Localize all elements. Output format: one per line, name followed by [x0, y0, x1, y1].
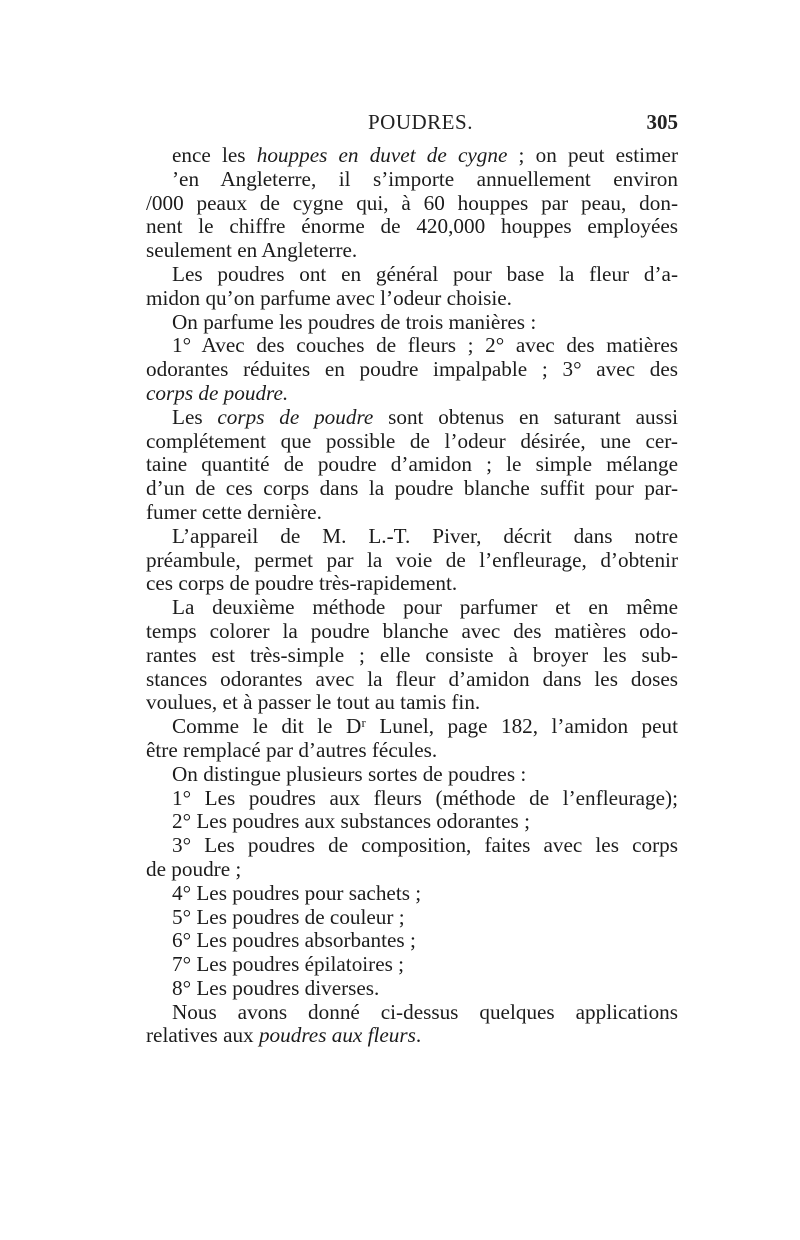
text-segment: 6° Les poudres absorbantes ;: [172, 928, 416, 953]
text-line: [146, 215, 678, 239]
text-line: [146, 620, 678, 644]
text-segment: La deuxième méthode pour parfumer et en même: [172, 595, 678, 620]
italic-text: houppes en duvet de cygne: [256, 143, 508, 167]
text-line: [146, 1024, 678, 1048]
text-segment: odorantes réduites en poudre impalpable ; 3° avec des: [146, 357, 678, 382]
text-line: [146, 858, 678, 882]
text-segment: /000 peaux de cygne qui, à 60 houppes par peau, don-: [146, 190, 678, 215]
text-segment: 8° Les poudres diverses.: [172, 975, 380, 1000]
text-segment: Nous avons donné ci-dessus quelques applications: [172, 999, 678, 1024]
text-line: [146, 644, 678, 668]
text-segment: 7° Les poudres épilatoires ;: [172, 952, 405, 977]
text-segment: 3° Les poudres de composition, faites avec les corps: [172, 833, 678, 858]
text-segment: ence les: [172, 143, 257, 167]
text-segment: 4° Les poudres pour sachets ;: [172, 880, 422, 905]
text-segment: .: [415, 1023, 422, 1048]
text-line: [146, 739, 678, 763]
text-segment: fumer cette dernière.: [146, 499, 322, 524]
text-line: [146, 668, 678, 692]
text-segment: midon qu’on parfume avec l’odeur choisie.: [146, 285, 512, 310]
italic-text: corps de poudre: [217, 404, 374, 429]
text-line: [146, 477, 678, 501]
text-segment: 5° Les poudres de couleur ;: [172, 904, 405, 929]
text-segment: stances odorantes avec la fleur d’amidon dans les doses: [146, 666, 678, 691]
page-number: 305: [646, 110, 678, 134]
text-line: [146, 596, 678, 620]
text-segment: On parfume les poudres de trois manières :: [172, 309, 537, 334]
text-line: [146, 525, 678, 549]
text-segment: relatives aux: [146, 1023, 259, 1048]
text-line: [146, 334, 678, 358]
text-segment: nent le chiffre énorme de 420,000 houppes employées: [146, 214, 678, 239]
text-segment: Les: [172, 404, 218, 429]
text-line: [146, 929, 678, 953]
text-line: [146, 239, 678, 263]
text-line: [146, 906, 678, 930]
text-line: [146, 287, 678, 311]
body-text: [146, 144, 678, 1048]
text-line: [146, 810, 678, 834]
text-segment: voulues, et à passer le tout au tamis fin.: [146, 690, 481, 715]
text-segment: complétement que possible de l’odeur désirée, une cer-: [146, 428, 678, 453]
text-line: [146, 834, 678, 858]
text-segment: Comme le dit le Dʳ Lunel, page 182, l’amidon peut: [172, 714, 678, 739]
text-segment: 1° Avec des couches de fleurs ; 2° avec des matières: [172, 333, 678, 358]
text-line: [146, 192, 678, 216]
text-segment: de poudre ;: [146, 856, 242, 881]
text-line: [146, 1001, 678, 1025]
text-line: [146, 406, 678, 430]
text-line: [146, 882, 678, 906]
text-line: [146, 144, 678, 168]
text-segment: être remplacé par d’autres fécules.: [146, 737, 438, 762]
text-segment: rantes est très-simple ; elle consiste à broyer les sub-: [146, 642, 678, 667]
text-segment: ; on peut estimer: [507, 143, 679, 167]
text-segment: sont obtenus en saturant aussi: [373, 404, 678, 429]
text-line: [146, 715, 678, 739]
text-segment: seulement en Angleterre.: [146, 238, 358, 263]
text-segment: On distingue plusieurs sortes de poudres :: [172, 761, 527, 786]
running-head: [148, 110, 678, 138]
text-line: [146, 763, 678, 787]
text-segment: ces corps de poudre très-rapidement.: [146, 571, 458, 596]
text-segment: 2° Les poudres aux substances odorantes ;: [172, 809, 530, 834]
running-title: POUDRES.: [368, 110, 473, 134]
text-line: [146, 691, 678, 715]
italic-text: poudres aux fleurs: [258, 1023, 416, 1048]
text-line: [146, 358, 678, 382]
text-line: [146, 549, 678, 573]
text-segment: taine quantité de poudre d’amidon ; le simple mélange: [146, 452, 678, 477]
text-line: [146, 311, 678, 335]
text-segment: temps colorer la poudre blanche avec des matières odo-: [146, 618, 678, 643]
text-segment: préambule, permet par la voie de l’enfleurage, d’obtenir: [146, 547, 678, 572]
text-line: [146, 430, 678, 454]
text-segment: ’en Angleterre, il s’importe annuellement environ: [172, 166, 678, 191]
text-segment: L’appareil de M. L.-T. Piver, décrit dans notre: [172, 523, 678, 548]
italic-text: corps de poudre.: [146, 380, 289, 405]
text-line: [146, 382, 678, 406]
text-line: [146, 787, 678, 811]
text-line: [146, 501, 678, 525]
text-line: [146, 168, 678, 192]
text-line: [146, 453, 678, 477]
text-line: [146, 572, 678, 596]
text-segment: Les poudres ont en général pour base la fleur d’a-: [172, 261, 678, 286]
text-line: [146, 977, 678, 1001]
text-line: [146, 263, 678, 287]
text-segment: d’un de ces corps dans la poudre blanche suffit pour par-: [146, 476, 678, 501]
text-segment: 1° Les poudres aux fleurs (méthode de l’enfleurage);: [172, 785, 678, 810]
text-line: [146, 953, 678, 977]
